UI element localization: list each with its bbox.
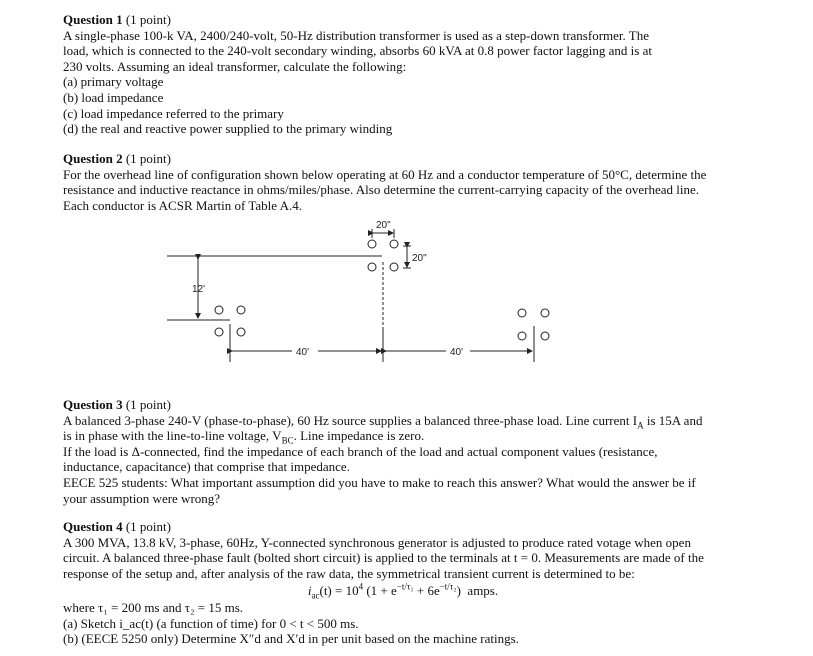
question-3-title: Question 3	[63, 397, 123, 412]
q1-part-c: (c) load impedance referred to the primary	[63, 105, 284, 121]
conductor-icon	[215, 328, 223, 336]
question-1-title: Question 1	[63, 12, 123, 27]
q3-subscript: A	[637, 420, 644, 431]
eq-part: (t) = 10	[319, 583, 359, 599]
q3-text-line	[63, 428, 753, 444]
conductor-icon	[390, 240, 398, 248]
distance-left-label: 40'	[296, 347, 310, 358]
q1-text-line: A single-phase 100-k VA, 2400/240-volt, 50-Hz distribution transformer is used as a step-down transformer. The	[63, 27, 649, 43]
conductor-icon	[541, 309, 549, 317]
eq-exp: 4	[358, 582, 364, 593]
conductor-icon	[215, 306, 223, 314]
question-3	[63, 397, 753, 506]
eq-exp: −t/τ₁	[396, 582, 414, 593]
conductor-icon	[368, 263, 376, 271]
q3-text-segment: A balanced 3-phase 240-V (phase-to-phase), 60 Hz source supplies a balanced three-phase load. Line current I	[63, 412, 638, 428]
question-3-header	[63, 397, 753, 413]
q1-part-d: (d) the real and reactive power supplied to the primary winding	[63, 121, 393, 137]
question-4	[63, 519, 753, 647]
q4-part-b: (b) (EECE 5250 only) Determine X″d and X′d in per unit based on the machine ratings.	[63, 631, 519, 647]
q2-text-line: resistance and inductive reactance in ohms/miles/phase. Also determine the current-carrying capacity of the overhead line.	[63, 182, 700, 198]
q2-text-line: For the overhead line of configuration shown below operating at 60 Hz and a conductor temperature of 50°C, determine the	[63, 166, 707, 182]
question-4-points: (1 point)	[125, 519, 171, 534]
q4-part-a: (a) Sketch i_ac(t) (a function of time) for 0 < t < 500 ms.	[63, 615, 359, 631]
q3-subscript: BC	[281, 435, 294, 446]
eq-part: )	[456, 583, 461, 599]
q4-text-line: response of the setup and, after analysis of the raw data, the symmetrical transient current is determined to be:	[63, 565, 635, 581]
eq-lhs-sub: ac	[311, 590, 320, 601]
q4-text-line: A 300 MVA, 13.8 kV, 3-phase, 60Hz, Y-connected synchronous generator is adjusted to produce rated votage when open	[63, 534, 691, 550]
conductor-icon	[237, 328, 245, 336]
q3-text-line	[63, 413, 753, 429]
current-equation	[63, 583, 753, 599]
spacing-v-label: 20"	[412, 253, 427, 264]
q4-time-constants: where τ₁ = 200 ms and τ₂ = 15 ms.	[63, 599, 244, 615]
q3-text-line: If the load is Δ-connected, find the impedance of each branch of the load and actual component values (resistance,	[63, 443, 658, 459]
conductor-icon	[368, 240, 376, 248]
q3-text-line: inductance, capacitance) that comprise that impedance.	[63, 459, 350, 475]
q1-part-a: (a) primary voltage	[63, 74, 164, 90]
eq-lhs: i	[307, 583, 312, 599]
conductor-icon	[518, 332, 526, 340]
distance-right-label: 40'	[450, 347, 464, 358]
question-1-points: (1 point)	[125, 12, 171, 27]
q3-text-line: your assumption were wrong?	[63, 490, 221, 506]
q1-text-line: load, which is connected to the 240-volt secondary winding, absorbs 60 kVA at 0.8 power factor lagging and is at	[63, 43, 652, 59]
q3-text-segment: . Line impedance is zero.	[293, 428, 425, 444]
spacing-h-label: 20"	[376, 220, 391, 231]
eq-unit: amps.	[460, 583, 499, 599]
conductor-icon	[541, 332, 549, 340]
q1-part-b: (b) load impedance	[63, 89, 164, 105]
conductor-icon	[390, 263, 398, 271]
eq-part: (1 + e	[363, 583, 397, 599]
q3-text-segment: is in phase with the line-to-line voltage, V	[63, 428, 282, 444]
eq-exp: −t/τ₂	[439, 582, 457, 593]
conductor-icon	[237, 306, 245, 314]
height-label: 12'	[192, 284, 206, 295]
q3-text-line: EECE 525 students: What important assumption did you have to make to reach this answer? What would the answer be if	[63, 474, 696, 490]
question-2-points: (1 point)	[125, 151, 171, 166]
question-3-points: (1 point)	[125, 397, 171, 412]
question-4-header	[63, 519, 753, 535]
eq-part: + 6e	[413, 583, 440, 599]
q3-text-segment: is 15A and	[643, 412, 703, 428]
conductor-icon	[518, 309, 526, 317]
question-4-title: Question 4	[63, 519, 123, 534]
q4-text-line: circuit. A balanced three-phase fault (bolted short circuit) is applied to the terminals at t = 0. Measurements are made of the	[63, 550, 704, 566]
q1-text-line: 230 volts. Assuming an ideal transformer, calculate the following:	[63, 58, 407, 74]
q2-text-line: Each conductor is ACSR Martin of Table A.4.	[63, 197, 302, 213]
question-2-title: Question 2	[63, 151, 123, 166]
